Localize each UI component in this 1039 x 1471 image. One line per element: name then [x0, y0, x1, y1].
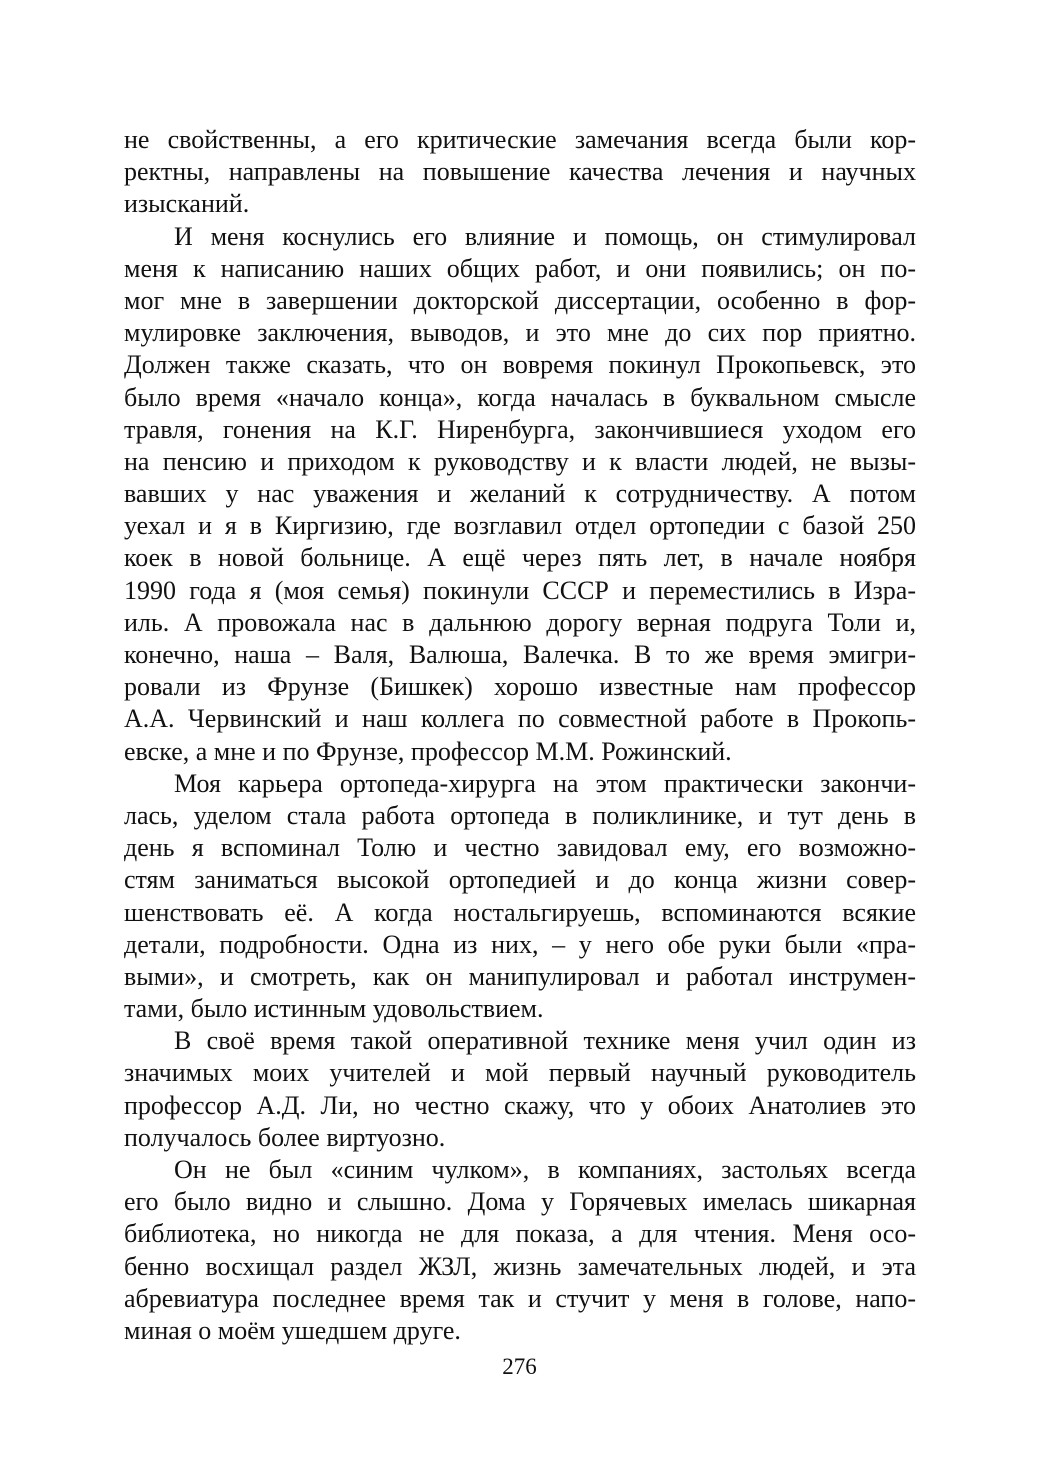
text-line: шенствовать её. А когда ностальгируешь, вспоминаются всякие: [124, 897, 916, 927]
text-line: его было видно и слышно. Дома у Горячевых имелась шикарная: [124, 1187, 916, 1217]
text-line: было время «начало конца», когда началась в буквальном смысле: [124, 382, 916, 412]
text-line: 1990 года я (моя семья) покинули СССР и переместились в Изра-: [124, 575, 916, 605]
text-line: изысканий.: [124, 189, 250, 219]
text-line: конечно, наша – Валя, Валюша, Валечка. В то же время эмигри-: [124, 640, 916, 669]
text-line: библиотека, но никогда не для показа, а для чтения. Меня осо-: [124, 1219, 916, 1249]
text-line: на пенсию и приходом к руководству и к власти людей, не вызы-: [124, 446, 916, 476]
text-line: бенно восхищал раздел ЖЗЛ, жизнь замечательных людей, и эта: [124, 1251, 916, 1281]
text-line: коек в новой больнице. А ещё через пять лет, в начале ноября: [124, 543, 916, 573]
text-line: Моя карьера ортопеда-хирурга на этом практически закончи-: [174, 768, 916, 798]
text-line: вавших у нас уважения и желаний к сотрудничеству. А потом: [124, 479, 916, 509]
text-line: А.А. Червинский и наш коллега по совместной работе в Прокопь-: [124, 704, 916, 734]
text-line: Он не был «синим чулком», в компаниях, застольях всегда: [174, 1155, 916, 1184]
paragraph: [124, 124, 916, 221]
page-body: [124, 124, 916, 1347]
text-line: евске, а мне и по Фрунзе, профессор М.М. Рожинский.: [124, 736, 732, 766]
text-line: стям заниматься высокой ортопедией и до конца жизни совер-: [124, 865, 916, 895]
text-line: уехал и я в Киргизию, где возглавил отдел ортопедии с базой 250: [124, 511, 916, 541]
page-number: 276: [502, 1354, 537, 1379]
text-line: лась, уделом стала работа ортопеда в поликлинике, и тут день в: [124, 800, 916, 830]
paragraph: [124, 221, 916, 768]
text-line: абревиатура последнее время так и стучит у меня в голове, напо-: [124, 1283, 916, 1313]
text-line: день я вспоминал Толю и честно завидовал ему, его возможно-: [124, 833, 916, 863]
text-line: миная о моём ушедшем друге.: [124, 1315, 461, 1345]
paragraph: [124, 1154, 916, 1347]
text-line: мог мне в завершении докторской диссертации, особенно в фор-: [124, 285, 916, 315]
text-line: иль. А провожала нас в дальнюю дорогу верная подруга Толи и,: [124, 607, 916, 637]
text-line: ровали из Фрунзе (Бишкек) хорошо известные нам профессор: [124, 672, 916, 702]
text-line: тами, было истинным удовольствием.: [124, 994, 544, 1024]
text-line: профессор А.Д. Ли, но честно скажу, что у обоих Анатолиев это: [124, 1090, 916, 1120]
text-line: ректны, направлены на повышение качества лечения и научных: [124, 157, 916, 187]
text-line: меня к написанию наших общих работ, и они появились; он по-: [124, 253, 916, 283]
text-line: не свойственны, а его критические замечания всегда были кор-: [124, 125, 916, 154]
text-line: значимых моих учителей и мой первый научный руководитель: [124, 1058, 916, 1088]
text-line: детали, подробности. Одна из них, – у него обе руки были «пра-: [124, 929, 916, 959]
text-line: получалось более виртуозно.: [124, 1122, 446, 1152]
text-line: И меня коснулись его влияние и помощь, он стимулировал: [174, 221, 916, 251]
paragraph: [124, 1025, 916, 1154]
text-line: В своё время такой оперативной технике меня учил один из: [174, 1026, 916, 1056]
text-line: травля, гонения на К.Г. Ниренбурга, закончившиеся уходом его: [124, 414, 916, 444]
text-line: Должен также сказать, что он вовремя покинул Прокопьевск, это: [124, 350, 916, 380]
paragraph: [124, 768, 916, 1026]
text-line: мулировке заключения, выводов, и это мне до сих пор приятно.: [124, 318, 916, 348]
text-line: выми», и смотреть, как он манипулировал и работал инструмен-: [124, 961, 916, 991]
